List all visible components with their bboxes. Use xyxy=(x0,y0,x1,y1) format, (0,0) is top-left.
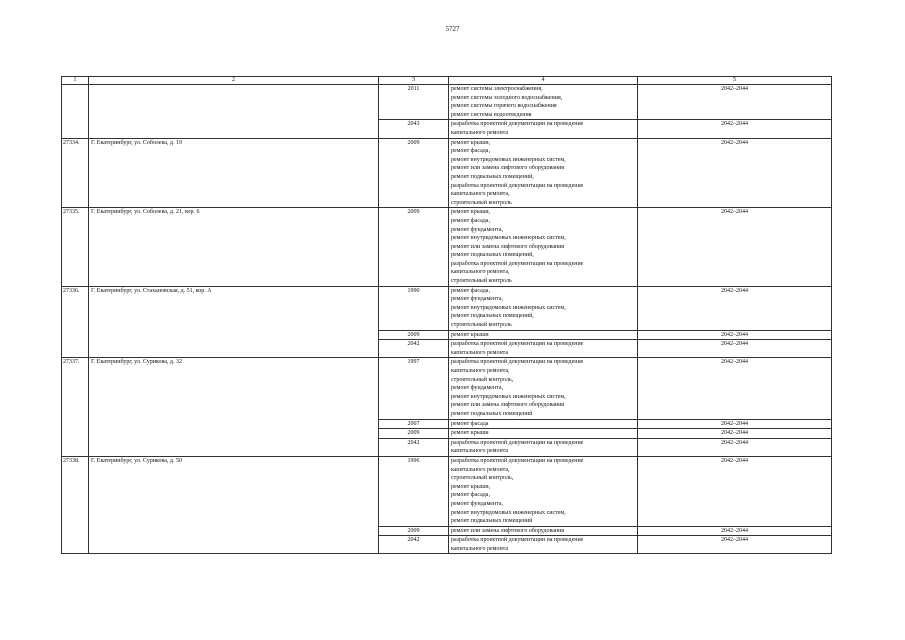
term-cell: 2042–2044 xyxy=(638,286,832,330)
term-cell: 2042–2044 xyxy=(638,340,832,358)
work-item: капитального ремонта, xyxy=(451,191,510,198)
work-item: ремонт крыши, xyxy=(451,483,491,490)
work-item: разработка проектной документации на проведение xyxy=(451,439,584,446)
header-cell-2: 2 xyxy=(89,77,379,85)
works-cell xyxy=(449,208,638,286)
row-number-cell: 27334. xyxy=(62,138,89,208)
work-item: разработка проектной документации на проведение xyxy=(451,182,584,189)
year-cell: 2009 xyxy=(379,138,449,208)
term-cell: 2042–2044 xyxy=(638,330,832,340)
work-item: строительный контроль xyxy=(451,278,512,285)
address-cell: Г. Екатеринбург, ул. Стахановская, д. 51, кор. А xyxy=(89,286,379,358)
work-item: ремонт внутридомовых инженерных систем, xyxy=(451,156,566,163)
work-item: ремонт фундамента, xyxy=(451,500,503,507)
header-row xyxy=(62,77,832,85)
term-cell: 2042–2044 xyxy=(638,438,832,456)
term-cell: 2042–2044 xyxy=(638,120,832,138)
row-number-cell: 27338. xyxy=(62,456,89,554)
address-cell: Г. Екатеринбург, ул. Сурикова, д. 32 xyxy=(89,358,379,457)
term-cell: 2042–2044 xyxy=(638,358,832,419)
work-item: капитального ремонта xyxy=(451,448,509,455)
work-item: разработка проектной документации на проведение xyxy=(451,341,584,348)
work-item: ремонт фундамента, xyxy=(451,296,503,303)
year-cell: 2011 xyxy=(379,85,449,120)
work-item: капитального ремонта xyxy=(451,545,509,552)
header-cell-1: 1 xyxy=(62,77,89,85)
table-row xyxy=(62,456,832,526)
year-cell: 2009 xyxy=(379,429,449,439)
year-cell: 2009 xyxy=(379,208,449,286)
work-item: ремонт фундамента, xyxy=(451,226,503,233)
year-cell: 2009 xyxy=(379,526,449,536)
row-number-cell: 27336. xyxy=(62,286,89,358)
work-item: ремонт системы водоотведения xyxy=(451,111,532,118)
year-cell: 1997 xyxy=(379,358,449,419)
work-item: ремонт фасада, xyxy=(451,148,490,155)
works-cell xyxy=(449,138,638,208)
works-cell xyxy=(449,358,638,419)
work-item: ремонт подвальных помещений, xyxy=(451,252,534,259)
year-cell: 2043 xyxy=(379,120,449,138)
work-item: ремонт или замена лифтового оборудования xyxy=(451,402,565,409)
table-row xyxy=(62,208,832,286)
table-row xyxy=(62,138,832,208)
work-item: ремонт крыши xyxy=(451,430,489,437)
row-number-cell xyxy=(62,85,89,139)
term-cell: 2042–2044 xyxy=(638,429,832,439)
works-cell xyxy=(449,438,638,456)
works-cell xyxy=(449,340,638,358)
year-cell: 2042 xyxy=(379,438,449,456)
table-row xyxy=(62,358,832,419)
work-item: строительный контроль xyxy=(451,199,512,206)
work-item: разработка проектной документации на проведение xyxy=(451,359,584,366)
row-number-cell: 27337. xyxy=(62,358,89,457)
work-item: ремонт крыши, xyxy=(451,209,491,216)
work-item: ремонт внутридомовых инженерных систем, xyxy=(451,304,566,311)
work-item: ремонт крыши, xyxy=(451,139,491,146)
work-item: ремонт фасада, xyxy=(451,287,490,294)
year-cell: 1996 xyxy=(379,456,449,526)
term-cell: 2042–2044 xyxy=(638,419,832,429)
work-item: капитального ремонта xyxy=(451,349,509,356)
header-cell-3: 3 xyxy=(379,77,449,85)
term-cell: 2042–2044 xyxy=(638,85,832,120)
term-cell: 2042–2044 xyxy=(638,456,832,526)
work-item: разработка проектной документации на проведение xyxy=(451,260,584,267)
table-row xyxy=(62,85,832,120)
works-cell xyxy=(449,330,638,340)
term-cell: 2042–2044 xyxy=(638,536,832,554)
address-cell: Г. Екатеринбург, ул. Сурикова, д. 50 xyxy=(89,456,379,554)
address-cell: Г. Екатеринбург, ул. Соболева, д. 19 xyxy=(89,138,379,208)
work-item: ремонт системы электроснабжения, xyxy=(451,86,543,92)
work-item: ремонт подвальных помещений xyxy=(451,518,533,525)
work-item: ремонт или замена лифтового оборудования xyxy=(451,527,565,534)
work-item: ремонт подвальных помещений, xyxy=(451,313,534,320)
work-item: ремонт фасада, xyxy=(451,217,490,224)
work-item: ремонт фасада, xyxy=(451,492,490,499)
works-cell xyxy=(449,526,638,536)
work-item: ремонт фундамента, xyxy=(451,385,503,392)
table-body xyxy=(62,77,832,554)
work-item: ремонт внутридомовых инженерных систем, xyxy=(451,393,566,400)
work-item: ремонт или замена лифтового оборудования xyxy=(451,165,565,172)
header-cell-4: 4 xyxy=(449,77,638,85)
header-cell-5: 5 xyxy=(638,77,832,85)
year-cell: 1990 xyxy=(379,286,449,330)
work-item: ремонт крыши xyxy=(451,331,489,338)
work-item: ремонт подвальных помещений, xyxy=(451,173,534,180)
work-item: ремонт внутридомовых инженерных систем, xyxy=(451,235,566,242)
work-item: капитального ремонта, xyxy=(451,466,510,473)
work-item: ремонт системы холодного водоснабжения, xyxy=(451,94,563,101)
address-cell xyxy=(89,85,379,139)
row-number-cell: 27335. xyxy=(62,208,89,286)
work-item: капитального ремонта xyxy=(451,129,509,136)
work-item: строительный контроль, xyxy=(451,475,514,482)
work-item: строительный контроль xyxy=(451,322,512,329)
page-number: 5727 xyxy=(445,25,460,33)
works-cell xyxy=(449,85,638,120)
work-item: ремонт внутридомовых инженерных систем, xyxy=(451,509,566,516)
works-cell xyxy=(449,120,638,138)
works-cell xyxy=(449,429,638,439)
work-item: строительный контроль, xyxy=(451,376,514,383)
work-item: ремонт системы горячего водоснабжения xyxy=(451,103,557,110)
year-cell: 2042 xyxy=(379,340,449,358)
work-item: ремонт или замена лифтового оборудования xyxy=(451,243,565,250)
repair-schedule-table xyxy=(61,76,832,554)
year-cell: 2007 xyxy=(379,419,449,429)
work-item: разработка проектной документации на проведение xyxy=(451,457,584,464)
work-item: ремонт подвальных помещений xyxy=(451,410,533,417)
address-cell: Г. Екатеринбург, ул. Соболева, д. 21, кор. 6 xyxy=(89,208,379,286)
works-cell xyxy=(449,536,638,554)
table-row xyxy=(62,286,832,330)
term-cell: 2042–2044 xyxy=(638,526,832,536)
works-cell xyxy=(449,456,638,526)
works-cell xyxy=(449,286,638,330)
term-cell: 2042–2044 xyxy=(638,208,832,286)
year-cell: 2009 xyxy=(379,330,449,340)
work-item: капитального ремонта, xyxy=(451,269,510,276)
term-cell: 2042–2044 xyxy=(638,138,832,208)
work-item: разработка проектной документации на проведение xyxy=(451,121,584,128)
work-item: разработка проектной документации на проведение xyxy=(451,537,584,544)
works-cell xyxy=(449,419,638,429)
work-item: капитального ремонта, xyxy=(451,368,510,374)
year-cell: 2042 xyxy=(379,536,449,554)
work-item: ремонт фасада xyxy=(451,420,489,427)
